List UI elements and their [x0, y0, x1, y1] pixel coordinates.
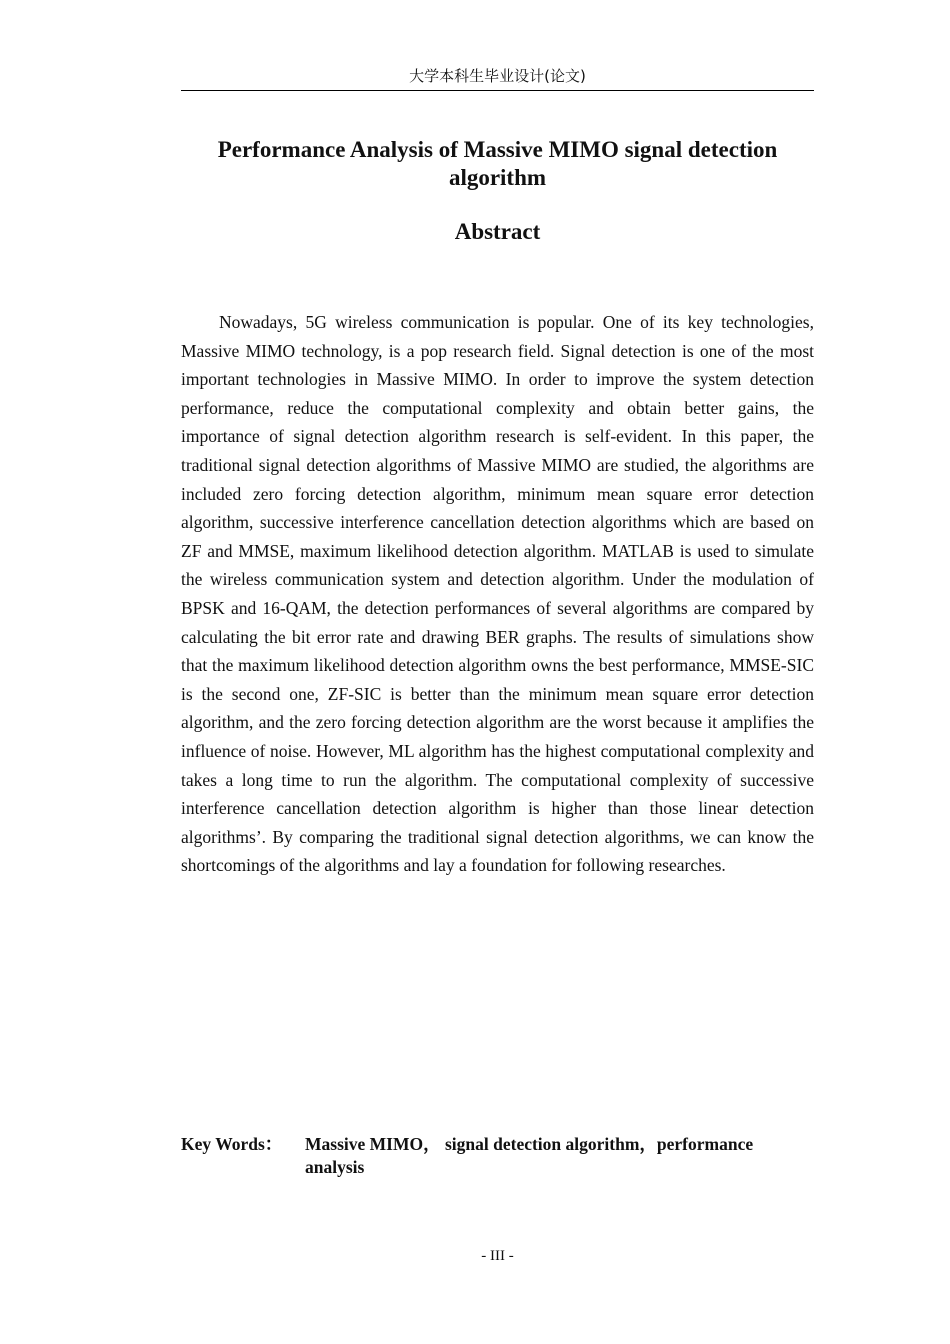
abstract-heading: Abstract	[454, 219, 541, 244]
keywords-value: Massive MIMO， signal detection algorithm，performance analysis	[305, 1134, 754, 1177]
keywords-section	[181, 1133, 814, 1179]
page-number: - III -	[481, 1248, 514, 1264]
abstract-body: Nowadays, 5G wireless communication is popular. One of its key technologies, Massive MIMO technology, is a pop research field. Signal detection is one of the most important technologies in Massive MIMO. In order to improve the system detection performance, reduce the computational complexity and obtain better gains, the importance of signal detection algorithm research is self-evident. In this paper, the traditional signal detection algorithms of Massive MIMO are studied, the algorithms are included zero forcing detection algorithm, minimum mean square error detection algorithm, successive interference cancellation detection algorithms which are based on ZF and MMSE, maximum likelihood detection algorithm. MATLAB is used to simulate the wireless communication system and detection algorithm. Under the modulation of BPSK and 16-QAM, the detection performances of several algorithms are compared by calculating the bit error rate and drawing BER graphs. The results of simulations show that the maximum likelihood detection algorithm owns the best performance, MMSE-SIC is the second one, ZF-SIC is better than the minimum mean square error detection algorithm, and the zero forcing detection algorithm are the worst because it amplifies the influence of noise. However, ML algorithm has the highest computational complexity and takes a long time to run the algorithm. The computational complexity of successive interference cancellation detection algorithm is higher than those linear detection algorithms’. By comparing the traditional signal detection algorithms, we can know the shortcomings of the algorithms and lay a foundation for following researches.	[181, 312, 814, 876]
keywords-label: Key Words：	[181, 1134, 283, 1154]
thesis-title: Performance Analysis of Massive MIMO signal detection algorithm	[217, 137, 778, 190]
header-rule	[181, 90, 814, 91]
page-header: 大学本科生毕业设计(论文)	[409, 67, 586, 85]
